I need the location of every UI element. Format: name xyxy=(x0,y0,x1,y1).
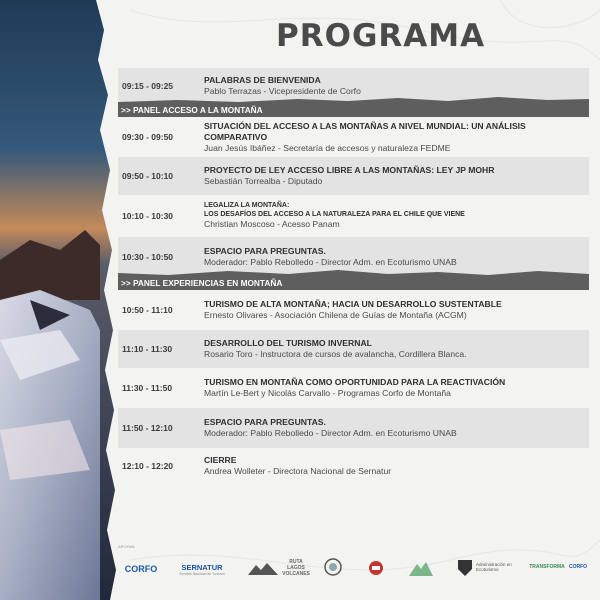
session-title-line2: LOS DESAFÍOS DEL ACCESO A LA NATURALEZA PARA EL CHILE QUE VIENE xyxy=(204,210,465,218)
session-title: PALABRAS DE BIENVENIDA xyxy=(204,75,321,85)
session-speaker: Andrea Wolleter - Directora Nacional de Sernatur xyxy=(204,466,392,476)
panel-header-experiencias: >> PANEL EXPERIENCIAS EN MONTAÑA xyxy=(118,277,589,290)
time-label: 09:50 - 10:10 xyxy=(122,171,174,181)
time-label: 10:50 - 11:10 xyxy=(122,305,173,315)
session-title: TURISMO DE ALTA MONTAÑA; HACIA UN DESARROLLO SUSTENTABLE xyxy=(204,299,502,309)
schedule-row xyxy=(118,117,589,157)
schedule-row xyxy=(118,330,589,368)
ruta-lagos-logo: RUTA LAGOS VOLCANES xyxy=(282,559,310,577)
corfo-small-logo: CORFO xyxy=(568,564,588,570)
schedule-row xyxy=(118,368,589,408)
session-speaker: Pablo Terrazas - Vicepresidente de Corfo xyxy=(204,86,361,96)
sernatur-logo xyxy=(176,558,228,580)
time-label: 11:30 - 11:50 xyxy=(122,383,173,393)
sponsor-logos xyxy=(118,544,593,592)
transforma-logo: TRANSFORMA xyxy=(529,564,565,570)
time-label: 09:15 - 09:25 xyxy=(122,81,174,91)
panel-header-acceso: >> PANEL ACCESO A LA MONTAÑA xyxy=(118,104,589,117)
support-label: APOYAN: xyxy=(118,544,136,549)
session-speaker: Ernesto Olivares - Asociación Chilena de Guías de Montaña (ACGM) xyxy=(204,310,467,320)
schedule-row xyxy=(118,68,589,104)
schedule-row xyxy=(118,237,589,277)
schedule-row xyxy=(118,408,589,448)
ecoturismo-admin-logo: Administración en Ecoturismo xyxy=(476,562,512,572)
schedule-row xyxy=(118,290,589,330)
corfo-logo: CORFO xyxy=(124,564,158,574)
schedule-row xyxy=(118,195,589,237)
mountain-club-logo xyxy=(248,558,278,578)
mountain-photo xyxy=(0,0,118,600)
session-speaker: Juan Jesús Ibáñez - Secretaría de accesos y naturaleza FEDME xyxy=(204,142,451,153)
red-emblem-logo xyxy=(364,556,388,580)
session-title: SITUACIÓN DEL ACCESO A LAS MONTAÑAS A NIVEL MUNDIAL: UN ANÁLISIS COMPARATIVO xyxy=(204,120,526,142)
session-title: ESPACIO PARA PREGUNTAS. xyxy=(204,417,326,427)
session-speaker: Rosario Toro - Instructora de cursos de avalancha, Cordillera Blanca. xyxy=(204,349,467,359)
session-title: TURISMO EN MONTAÑA COMO OPORTUNIDAD PARA LA REACTIVACIÓN xyxy=(204,377,506,387)
time-label: 10:10 - 10:30 xyxy=(122,211,174,221)
time-label: 09:30 - 09:50 xyxy=(122,132,174,142)
sernatur-subtitle: Servicio Nacional de Turismo xyxy=(179,571,225,576)
session-speaker: Martín Le-Bert y Nicolás Carvallo - Programas Corfo de Montaña xyxy=(204,388,451,398)
green-mountain-logo xyxy=(408,556,434,580)
session-title: CIERRE xyxy=(204,455,237,465)
session-title: DESARROLLO DEL TURISMO INVERNAL xyxy=(204,338,372,348)
session-title: PROYECTO DE LEY ACCESO LIBRE A LAS MONTAÑAS: LEY JP MOHR xyxy=(204,165,495,175)
session-speaker: Christian Moscoso - Acesso Panam xyxy=(204,219,340,229)
university-crest-logo xyxy=(456,558,474,578)
page-title: PROGRAMA xyxy=(276,18,486,54)
time-label: 10:30 - 10:50 xyxy=(122,252,174,262)
time-label: 11:50 - 12:10 xyxy=(122,423,173,433)
session-title-line1: LEGALIZA LA MONTAÑA: xyxy=(204,202,290,209)
schedule xyxy=(118,68,589,484)
sernatur-name: SERNATUR xyxy=(181,562,223,572)
time-label: 11:10 - 11:30 xyxy=(122,344,173,354)
session-speaker: Moderador: Pablo Rebolledo - Director Adm. en Ecoturismo UNAB xyxy=(204,428,457,438)
schedule-row xyxy=(118,157,589,195)
session-title: ESPACIO PARA PREGUNTAS. xyxy=(204,246,326,256)
session-speaker: Moderador: Pablo Rebolledo - Director Adm. en Ecoturismo UNAB xyxy=(204,257,457,267)
session-speaker: Sebastián Torrealba - Diputado xyxy=(204,176,323,186)
schedule-row xyxy=(118,448,589,484)
time-label: 12:10 - 12:20 xyxy=(122,461,174,471)
seal-logo xyxy=(324,558,342,576)
